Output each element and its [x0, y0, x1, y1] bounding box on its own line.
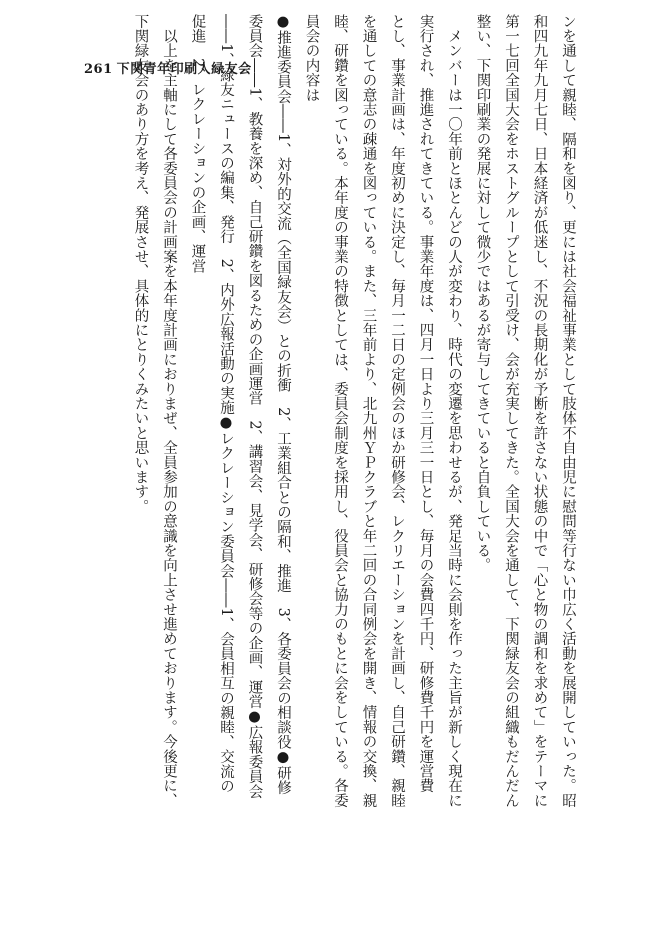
text-line: ●推進委員会――1、対外的交流（全国緑友会）との折衝 2、工業組合との隔和、推進 3、各委員会の相談役●研修 [275, 14, 291, 795]
text-line: 促進 2、レクレーションの企画、運営 [189, 14, 206, 274]
text-line: メンバーは一〇年前とほとんどの人が変わり、時代の変遷を思わせるが、発足当時に会則を作った主旨が新しく現在に [446, 14, 462, 808]
vertical-body-text [112, 14, 582, 838]
text-line: ンを通して親睦、隔和を図り、更には社会福祉事業として肢体不自由児に慰問等行ない巾広く活動を展開していった。昭 [560, 14, 576, 808]
text-line: 委員会――1、教養を深め、自己研鑽を図るための企画運営 2、講習会、見学会、研修会等の企画、運営●広報委員会 [246, 14, 263, 799]
text-line: を通しての意志の疎通を図っている。また、三年前より、北九州ＹＰクラブと年二回の合同例会を開き、情報の交換、親 [360, 14, 377, 808]
text-line: 整い、下関印刷業の発展に対して微少ではあるが寄与してきていると自負している。 [474, 14, 491, 573]
text-line: ――1、緑友ニュースの編集、発行 2、内外広報活動の実施●レクレーション委員会――1、会員相互の親睦、交流の [218, 14, 234, 794]
running-title: 下関青年印刷人緑友会 [116, 62, 252, 77]
text-line: 実行され、推進されてきている。事業年度は、四月一日より三月三一日とし、毎月の会費四千円、研修費千円を運営費 [417, 14, 434, 794]
text-line: 員会の内容は [303, 14, 320, 103]
text-line: 睦、研鑽を図っている。本年度の事業の特徴としては、委員会制度を採用し、役員会と協力のもとに会をしている。各委 [332, 14, 348, 808]
text-line: 以上を主軸にして各委員会の計画案を本年度計画におりまぜ、全員参加の意識を向上させ進めております。今後更に、 [161, 14, 177, 808]
page-number: 261 [84, 62, 113, 77]
text-line: 第一七回全国大会をホストグループとして引受け、会が充実してきた。全国大会を通して、下関緑友会の組織もだんだん [503, 14, 519, 808]
text-line: 下関緑友会のあり方を考え、発展させ、具体的にとりくみたいと思います。 [132, 14, 149, 514]
text-line: 和四九年九月七日、日本経済が低迷し、不況の長期化が予断を許さない状態の中で「心と物の調和を求めて」をテーマに [531, 14, 548, 808]
text-line: とし、事業計画は、年度初めに決定し、毎月一二日の定例会のほか研修会、レクリエーションを計画し、自己研鑽、親睦 [389, 14, 405, 808]
